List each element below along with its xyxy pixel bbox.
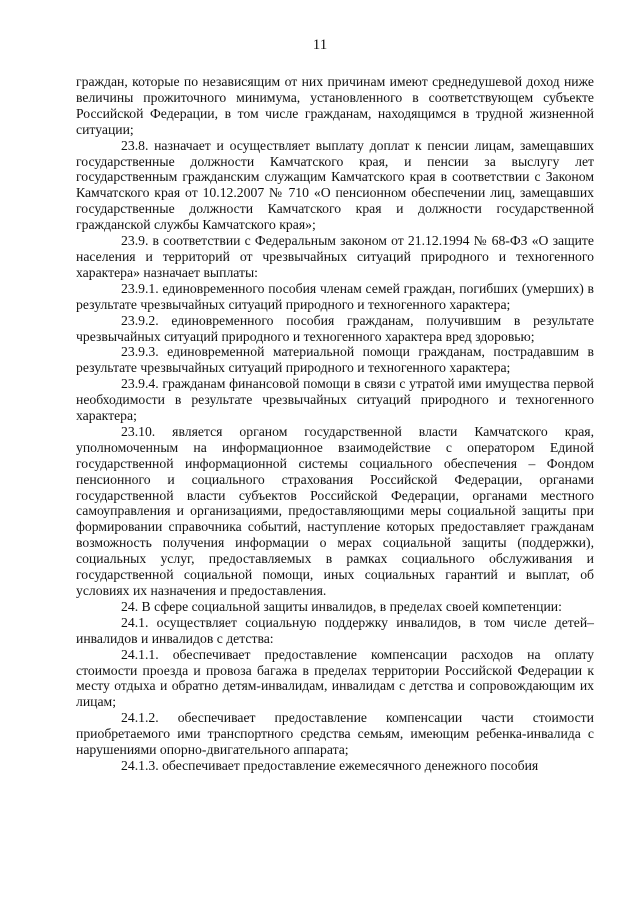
paragraph-23-8: 23.8. назначает и осуществляет выплату доплат к пенсии лицам, замещавших государственные должности Камчатского края, и пенсии за выслугу лет государственным гражданским служащим Камчатского края в соответствии с Законом Камчатского края от 10.12.2007 № 710 «О пенсионном обеспечении лиц, замещавших государственные должности Камчатского края и должности государственной гражданской службы Камчатского края»; bbox=[76, 137, 594, 233]
paragraph-24-1-1: 24.1.1. обеспечивает предоставление компенсации расходов на оплату стоимости проезда и провоза багажа в пределах территории Российской Федерации к месту отдыха и обратно детям-инвалидам, инвалидам с детства и сопровождающим их лицам; bbox=[76, 646, 594, 710]
paragraph-24: 24. В сфере социальной защиты инвалидов, в пределах своей компетенции: bbox=[121, 598, 562, 614]
page-number: 11 bbox=[312, 37, 328, 53]
paragraph-23-9-3: 23.9.3. единовременной материальной помощи гражданам, пострадавшим в результате чрезвычайных ситуаций природного и техногенного характера; bbox=[76, 344, 594, 376]
paragraph-23-9-4: 23.9.4. гражданам финансовой помощи в связи с утратой ими имущества первой необходимости в результате чрезвычайных ситуаций природного и техногенного характера; bbox=[76, 376, 594, 424]
paragraph-24-1-3: 24.1.3. обеспечивает предоставление ежемесячного денежного пособия bbox=[121, 757, 539, 773]
paragraph-23-9-1: 23.9.1. единовременного пособия членам семей граждан, погибших (умерших) в результате чрезвычайных ситуаций природного и техногенного характера; bbox=[76, 280, 594, 312]
paragraph-23-9-2: 23.9.2. единовременного пособия гражданам, получившим в результате чрезвычайных ситуаций природного и техногенного характера вред здоровью; bbox=[76, 312, 594, 344]
paragraph-24-1: 24.1. осуществляет социальную поддержку инвалидов, в том числе детей–инвалидов и инвалидов с детства: bbox=[76, 614, 594, 646]
document-body bbox=[76, 74, 594, 774]
paragraph-23-10: 23.10. является органом государственной власти Камчатского края, уполномоченным на информационное взаимодействие с оператором Единой государственной информационной системы социального обеспечения – Фондом пенсионного и социального страхования Российской Федерации, органами государственной власти субъектов Российской Федерации, органами местного самоуправления и организациями, предоставляющими меры социальной защиты при формировании справочника событий, наступление которых предоставляет гражданам возможность получения информации о мерах социальной защиты (поддержки), социальных услуг, предоставляемых в рамках социального обслуживания и государственной социальной помощи, иных социальных гарантий и выплат, об условиях их назначения и предоставления. bbox=[76, 423, 594, 598]
paragraph-24-1-2: 24.1.2. обеспечивает предоставление компенсации части стоимости приобретаемого ими транспортного средства семьям, имеющим ребенка-инвалида с нарушениями опорно-двигательного аппарата; bbox=[76, 710, 594, 758]
paragraph-continuation: граждан, которые по независящим от них причинам имеют среднедушевой доход ниже величины прожиточного минимума, установленного в соответствующем субъекте Российской Федерации, в том числе гражданам, находящимся в трудной жизненной ситуации; bbox=[76, 74, 594, 137]
paragraph-23-9: 23.9. в соответствии с Федеральным законом от 21.12.1994 № 68-ФЗ «О защите населения и территорий от чрезвычайных ситуаций природного и техногенного характера» назначает выплаты: bbox=[76, 233, 594, 280]
